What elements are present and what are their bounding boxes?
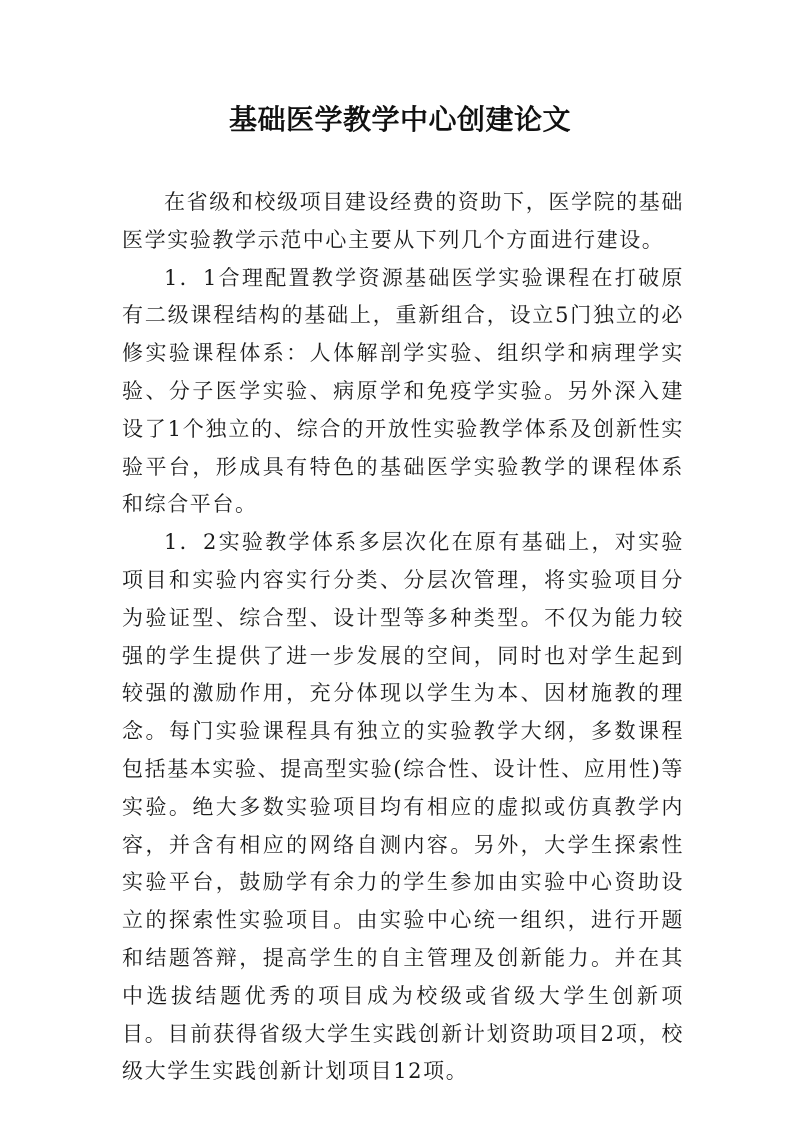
paragraph-section-1-2: 1．2实验教学体系多层次化在原有基础上，对实验项目和实验内容实行分类、分层次管理，将实验项目分为验证型、综合型、设计型等多种类型。不仅为能力较强的学生提供了进一步发展的空间，同时也对学生起到较强的激励作用，充分体现以学生为本、因材施教的理念。每门实验课程具有独立的实验教学大纲，多数课程包括基本实验、提高型实验(综合性、设计性、应用性)等实验。绝大多数实验项目均有相应的虚拟或仿真教学内容，并含有相应的网络自测内容。另外，大学生探索性实验平台，鼓励学有余力的学生参加由实验中心资助设立的探索性实验项目。由实验中心统一组织，进行开题和结题答辩，提高学生的自主管理及创新能力。并在其中选拔结题优秀的项目成为校级或省级大学生创新项目。目前获得省级大学生实践创新计划资助项目2项，校级大学生实践创新计划项目12项。 [122,530,684,1084]
paragraph-intro: 在省级和校级项目建设经费的资助下，医学院的基础医学实验教学示范中心主要从下列几个方面进行建设。 [122,190,684,252]
paragraph-section-1-1: 1．1合理配置教学资源基础医学实验课程在打破原有二级课程结构的基础上，重新组合，设立5门独立的必修实验课程体系：人体解剖学实验、组织学和病理学实验、分子医学实验、病原学和免疫学实验。另外深入建设了1个独立的、综合的开放性实验教学体系及创新性实验平台，形成具有特色的基础医学实验教学的课程体系和综合平台。 [122,265,684,517]
document-body [122,184,684,1091]
document-title: 基础医学教学中心创建论文 [228,103,571,136]
